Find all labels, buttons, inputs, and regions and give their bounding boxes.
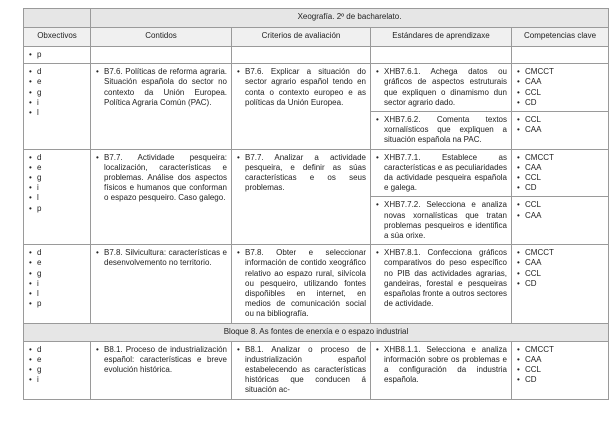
content-list [95,67,227,108]
objective-list-item: • g [28,269,86,279]
objective-list-item: • e [28,258,86,268]
competence-list-item: • CD [516,98,604,108]
competence-list-item: • CAA [516,258,604,268]
empty-cell [512,47,609,64]
objective-list-item: • p [28,204,86,214]
competence-list [516,345,604,386]
objective-list-item: • d [28,67,86,77]
col-header-criteria: Criterios de avaliación [232,28,371,47]
standard-cell [371,149,512,197]
competence-list-item: • CCL [516,269,604,279]
col-header-contents: Contidos [91,28,232,47]
competence-list [516,115,604,135]
competence-list [516,67,604,108]
competence-list-item: • CCL [516,200,604,210]
objective-list-item: • g [28,88,86,98]
competences-cell [512,341,609,399]
criteria-list [236,67,366,108]
competence-list [516,153,604,194]
section-header-row [24,323,609,341]
empty-cell [232,47,371,64]
objective-list-item: • i [28,375,86,385]
criteria-list [236,345,366,396]
content-cell [91,149,232,245]
criteria-list-item: • B8.1. Analizar o proceso de industrialización español estabelecendo as características históricas que conducen á situación ac- [236,345,366,396]
title-row [24,9,609,28]
objective-list-item: • l [28,289,86,299]
competence-list-item: • CD [516,279,604,289]
content-cell [91,245,232,323]
competences-cell [512,245,609,323]
content-list-item: • B7.7. Actividade pesqueira: localización, características e problemas. Análise dos aspectos físicos e humanos que conforman o espazo pesqueiro. Caso galego. [95,153,227,204]
objective-list-item: • p [28,50,86,60]
objective-list-item: • l [28,108,86,118]
objective-list-item: • g [28,365,86,375]
objectives-cell [24,149,91,245]
content-list [95,345,227,376]
objective-list-item: • i [28,279,86,289]
objectives-cell [24,245,91,323]
standard-list-item: • XHB7.7.1. Establece as características e as peculiaridades da actividade pesqueira española e galega. [375,153,507,194]
content-list-item: • B7.6. Políticas de reforma agraria. Situación española do sector no contexto da Unión Europea. Política Agraria Común (PAC). [95,67,227,108]
criteria-list [236,248,366,319]
col-header-standards: Estándares de aprendizaxe [371,28,512,47]
competence-list-item: • CMCCT [516,67,604,77]
competences-cell [512,149,609,197]
content-list [95,248,227,268]
objective-list-item: • i [28,98,86,108]
criteria-cell [232,341,371,399]
criteria-cell [232,245,371,323]
objective-list-item: • d [28,345,86,355]
content-cell [91,341,232,399]
table-row [24,245,609,323]
competence-list-item: • CAA [516,211,604,221]
standard-cell [371,245,512,323]
table-title: Xeografía. 2º de bacharelato. [91,9,609,28]
competence-list-item: • CAA [516,163,604,173]
table-row [24,341,609,399]
standard-cell [371,112,512,150]
competence-list-item: • CMCCT [516,248,604,258]
objective-list [28,153,86,214]
objective-list-item: • l [28,193,86,203]
competence-list [516,200,604,220]
objective-list-item: • g [28,173,86,183]
competence-list-item: • CCL [516,173,604,183]
table-row [24,149,609,197]
criteria-list-item: • B7.8. Obter e seleccionar información de contido xeográfico relativo ao espazo rural, silvícola ou pesqueiro, utilizando fontes dispoñibles en internet, en medios de comunicación social ou na bibliografía. [236,248,366,319]
competences-cell [512,64,609,112]
standard-list [375,200,507,241]
objective-list [28,50,86,60]
standard-list-item: • XHB7.6.1. Achega datos ou gráficos de aspectos estruturais que expliquen o dinamismo dun sector agrario dado. [375,67,507,108]
content-list-item: • B7.8. Silvicultura: características e desenvolvemento no territorio. [95,248,227,268]
competence-list-item: • CAA [516,77,604,87]
criteria-list [236,153,366,194]
standard-cell [371,64,512,112]
standard-list [375,67,507,108]
objective-list-item: • e [28,77,86,87]
competence-list-item: • CMCCT [516,345,604,355]
empty-cell [371,47,512,64]
criteria-cell [232,149,371,245]
content-cell [91,64,232,149]
objectives-cell [24,47,91,64]
content-list [95,153,227,204]
standard-cell [371,197,512,245]
content-list-item: • B8.1. Proceso de industrialización español: características e breve evolución histórica. [95,345,227,376]
empty-cell [91,47,232,64]
curriculum-table [23,8,609,400]
competences-cell [512,197,609,245]
column-header-row [24,28,609,47]
objective-list-item: • d [28,248,86,258]
intro-row [24,47,609,64]
competence-list-item: • CCL [516,365,604,375]
criteria-cell [232,64,371,149]
competence-list-item: • CD [516,183,604,193]
standard-list-item: • XHB8.1.1. Selecciona e analiza información sobre os problemas e a configuración da industria española. [375,345,507,386]
competence-list-item: • CCL [516,88,604,98]
criteria-list-item: • B7.7. Analizar a actividade pesqueira, e definir as súas características e os seus problemas. [236,153,366,194]
title-gap-cell [24,9,91,28]
criteria-list-item: • B7.6. Explicar a situación do sector agrario español tendo en conta o contexto europeo e as políticas da Unión Europea. [236,67,366,108]
objectives-cell [24,341,91,399]
objective-list [28,248,86,309]
section-title: Bloque 8. As fontes de enerxía e o espazo industrial [24,323,609,341]
objective-list-item: • d [28,153,86,163]
competence-list [516,248,604,289]
standard-list [375,248,507,309]
competence-list-item: • CAA [516,355,604,365]
competence-list-item: • CAA [516,125,604,135]
standard-list-item: • XHB7.8.1. Confecciona gráficos comparativos do peso específico no PIB das actividades agrarias, gandeiras, forestal e pesqueiras españolas fronte a outros sectores de actividade. [375,248,507,309]
standard-list [375,153,507,194]
objective-list-item: • i [28,183,86,193]
objective-list [28,67,86,118]
competence-list-item: • CCL [516,115,604,125]
competence-list-item: • CD [516,375,604,385]
col-header-competences: Competencias clave [512,28,609,47]
objective-list-item: • e [28,163,86,173]
standard-list [375,115,507,146]
objective-list-item: • e [28,355,86,365]
col-header-objectives: Obxectivos [24,28,91,47]
standard-list [375,345,507,386]
competences-cell [512,112,609,150]
table-row [24,64,609,112]
competence-list-item: • CMCCT [516,153,604,163]
objectives-cell [24,64,91,149]
objective-list [28,345,86,386]
standard-list-item: • XHB7.7.2. Selecciona e analiza novas xornalísticas que tratan problemas pesqueiros e identifica a súa orixe. [375,200,507,241]
standard-cell [371,341,512,399]
standard-list-item: • XHB7.6.2. Comenta textos xornalísticos que expliquen a situación española na PAC. [375,115,507,146]
objective-list-item: • p [28,299,86,309]
